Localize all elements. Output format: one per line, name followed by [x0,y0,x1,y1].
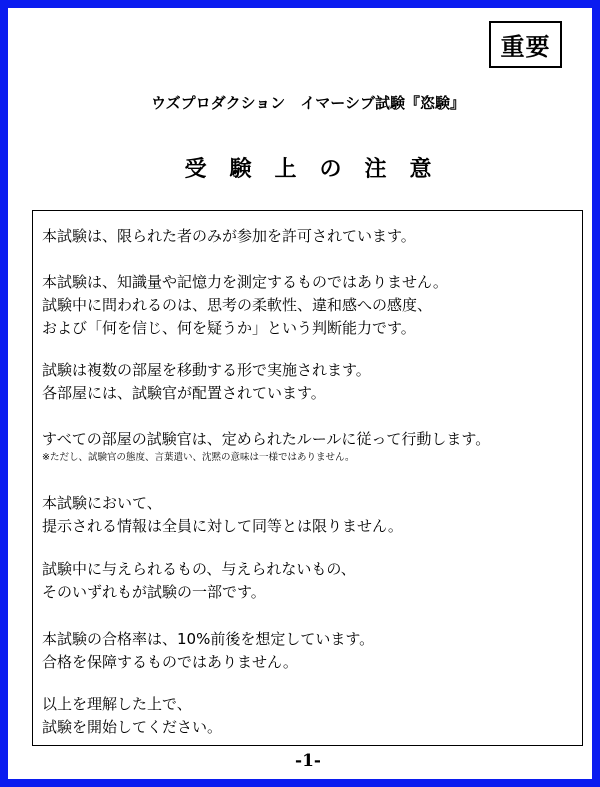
notice-line: 以上を理解した上で、 [42,695,192,713]
page-number: -1- [295,751,321,771]
notice-line: および「何を信じ、何を疑うか」という判断能力です。 [42,319,416,337]
notice-line: 本試験は、知識量や記憶力を測定するものではありません。 [42,273,448,291]
exam-name-header: ウズプロダクション イマーシブ試験『恣験』 [151,94,465,112]
notice-line: 試験は複数の部屋を移動する形で実施されます。 [42,361,371,379]
notice-line: 本試験において、 [42,494,162,512]
important-stamp: 重要 [489,21,562,68]
notice-line: 本試験は、限られた者のみが参加を許可されています。 [42,227,416,245]
notice-line: 合格を保障するものではありません。 [42,653,298,671]
notice-line: 提示される情報は全員に対して同等とは限りません。 [42,517,403,535]
notice-line: 試験を開始してください。 [42,718,223,736]
notice-line: そのいずれもが試験の一部です。 [42,583,266,601]
notice-line: 試験中に問われるのは、思考の柔軟性、違和感への感度、 [42,296,433,314]
page-title: 受験上の注意 [184,156,455,182]
notice-line: すべての部屋の試験官は、定められたルールに従って行動します。 [42,430,491,448]
notice-line: 本試験の合格率は、10%前後を想定しています。 [42,630,375,648]
notice-footnote: ※ただし、試験官の態度、言葉遣い、沈黙の意味は一様ではありません。 [42,452,355,463]
notice-line: 各部屋には、試験官が配置されています。 [42,384,326,402]
notice-line: 試験中に与えられるもの、与えられないもの、 [42,560,356,578]
